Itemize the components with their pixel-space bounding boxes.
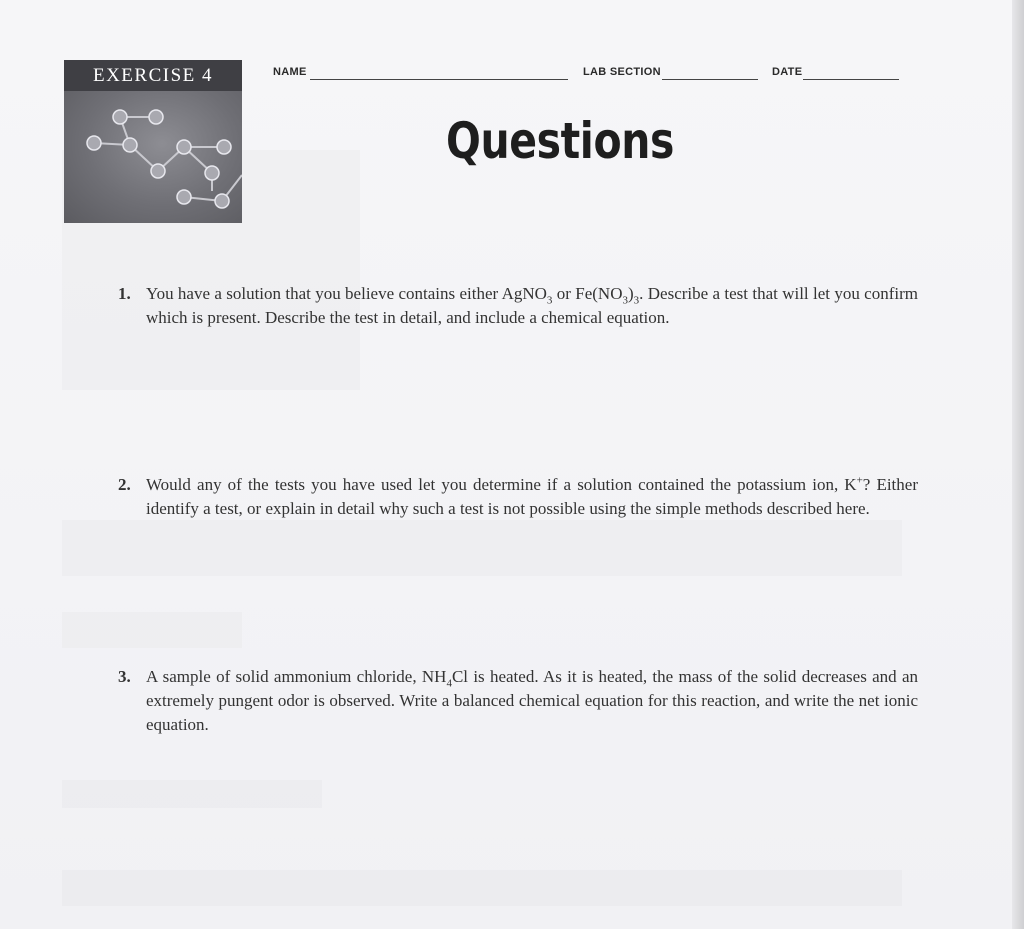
question-text <box>146 473 918 521</box>
date-field-line[interactable] <box>803 79 899 80</box>
question-text-segment: ) <box>628 284 634 303</box>
question-text-segment: ? Either identify a test, or explain in detail why such a test is not possible using the simple methods described here. <box>146 475 918 518</box>
bleed-through-band <box>62 870 902 906</box>
name-field-line[interactable] <box>310 79 568 80</box>
question-text-segment: A sample of solid ammonium chloride, NH <box>146 667 447 686</box>
question-text-segment: You have a solution that you believe contains either AgNO <box>146 284 547 303</box>
question-text-segment: Would any of the tests you have used let you determine if a solution contained the potassium ion, K <box>146 475 857 494</box>
lab-section-field-line[interactable] <box>662 79 758 80</box>
question-text-segment: 3 <box>633 294 640 307</box>
question-text-segment: 3 <box>622 294 628 307</box>
question-text <box>146 282 918 330</box>
molecule-icon <box>64 91 242 223</box>
page-title: Questions <box>446 112 674 170</box>
date-label: DATE <box>772 66 803 78</box>
question-text-segment: or Fe(NO <box>552 284 623 303</box>
question-text-segment: Cl is heated. As it is heated, the mass of the solid decreases and an extremely pungent odor is observed. Write a balanced chemical equation for this reaction, and write the net ionic equation. <box>146 667 918 734</box>
name-label: NAME <box>273 66 307 78</box>
bleed-through-band <box>62 520 902 576</box>
question-3 <box>118 665 918 737</box>
question-text <box>146 665 918 737</box>
question-number: 2. <box>118 475 131 494</box>
question-1 <box>118 282 918 330</box>
question-number: 1. <box>118 284 131 303</box>
question-text-segment: 4 <box>446 677 452 690</box>
bleed-through-band <box>62 612 242 648</box>
question-text-segment: + <box>856 474 863 487</box>
question-text-segment: 3 <box>546 294 553 307</box>
bleed-through-band <box>62 780 322 808</box>
lab-section-label: LAB SECTION <box>583 66 661 78</box>
page-spine-shadow <box>1012 0 1024 929</box>
question-number: 3. <box>118 667 131 686</box>
question-text-segment: . Describe a test that will let you confirm which is present. Describe the test in detail, and include a chemical equation. <box>146 284 918 327</box>
exercise-label: EXERCISE 4 <box>64 60 242 91</box>
question-2 <box>118 473 918 521</box>
